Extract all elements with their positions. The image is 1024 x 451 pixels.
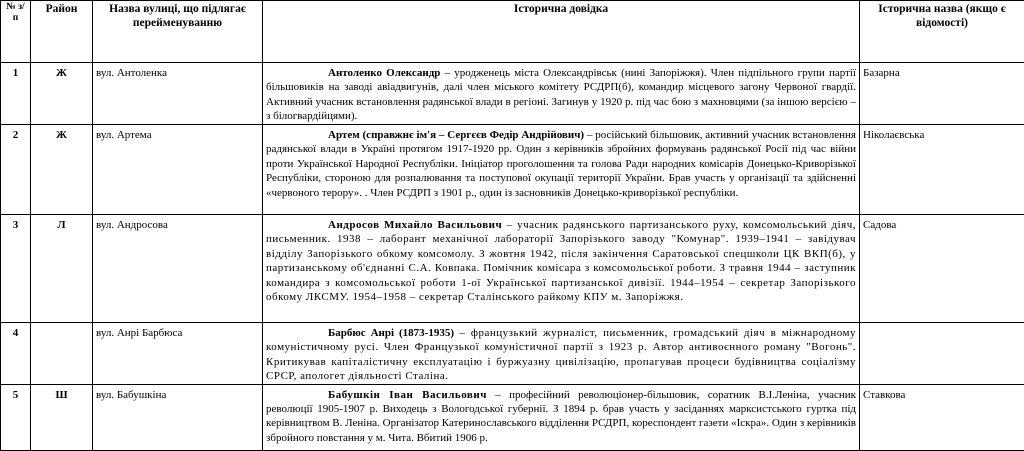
header-note: Історична довідка [263, 1, 860, 63]
row-historical: Базарна [860, 63, 1024, 125]
note-name: Антоленко Олександр [328, 67, 440, 79]
header-historical: Історична назва (якщо є відомості) [860, 1, 1024, 63]
row-district: Ж [31, 63, 93, 125]
row-historical: Садова [860, 215, 1024, 323]
row-street: вул. Артема [93, 125, 263, 215]
note-name: Артем (справжнє ім'я – Сергєєв Федір Андрійович) [328, 129, 584, 141]
row-street: вул. Андросова [93, 215, 263, 323]
table-row [1, 125, 1024, 215]
row-district: Л [31, 215, 93, 323]
row-num: 1 [1, 63, 31, 125]
note-text: – учасник радянського партизанського руху, комсомольський діяч, письменник. 1938 – лаборант механічної лабораторії Запорізького заводу "Комунар". 1939–1941 – завідувач відділу Запорізького обкому комсомолу. З жовтня 1942, після закінчення Саратовської спецшколи ЦК ВКП(б), у партизанському об'єднанні С.А. Ковпака. Помічник комісара з комсомольської роботи. З травня 1944 – заступник командира з комсомольської роботи 1-ої Української партизанської дивізії. 1944–1954 – секретар Запорізького обкому ЛКСМУ. 1954–1958 – секретар Сталінського райкому КПУ м. Запоріжжя. [266, 219, 856, 303]
note-text: – російський більшовик, активний учасник встановлення радянської влади в Україні протягом 1917-1920 рр. Один з керівників збройних формувань радянської Росії під час війни проти Української Народної Республіки. Ініціатор проголошення та голова Ради народних комісарів Донецько-Криворізької Республіки, стороною для розпалювання та поступової окупації території України. Брав участь у організації та здійсненні «червоного терору». . Член РСДРП з 1901 р., один із засновників Донецько-криворізької республіки. [266, 129, 856, 199]
row-street: вул. Анрі Барбюса [93, 323, 263, 385]
note-text: – професійний революціонер-більшовик, соратник В.І.Леніна, учасник революції 1905-1907 р. Виходець з Вологодської губернії. З 1894 р. брав участь у засіданнях марксистського гуртка під керівництвом В. Леніна. Організатор Катеринославського відділення РСДРП, кореспондент газети «Іскра». Один з керівників збройного повстання у м. Чита. Вбитий 1906 р. [266, 389, 856, 444]
header-street: Назва вулиці, що підлягає перейменуванню [93, 1, 263, 63]
row-district: Ш [31, 384, 93, 450]
table-header-row [1, 1, 1024, 63]
row-district: Ж [31, 125, 93, 215]
note-name: Бабушкін Іван Васильович [328, 389, 487, 401]
row-num: 2 [1, 125, 31, 215]
note-text: – уродженець міста Олександрівськ (нині Запоріжжя). Член підпільного групи партії більшовиків на заводі авіадвигунів, далі член міського комітету РСДРП(б), командир місцевого загону Червоної гвардії. Активний учасник встановлення радянської влади в регіоні. Загинув у 1920 р. під час бою з махновцями (за іншою версією – з білогвардійцями). [266, 67, 856, 122]
row-district [31, 323, 93, 385]
row-note [263, 323, 860, 385]
note-name: Барбюс Анрі (1873-1935) [328, 327, 454, 339]
row-num: 5 [1, 384, 31, 450]
header-num: № з/п [1, 1, 31, 63]
row-historical [860, 323, 1024, 385]
note-text: – французький журналіст, письменник, громадський діяч в міжнародному комуністичному русі. Член Французької комуністичної партії з 1923 р. Автор антивоєнного роману "Вогонь". Критикував капіталістичну експлуатацію і буржуазну цивілізацію, пропагував процеси будівництва соціалізму СРСР, апологет діяльності Сталіна. [266, 327, 856, 382]
header-district: Район [31, 1, 93, 63]
row-note [263, 384, 860, 450]
table-row [1, 323, 1024, 385]
table-row [1, 63, 1024, 125]
row-street: вул. Бабушкіна [93, 384, 263, 450]
row-note [263, 63, 860, 125]
note-name: Андросов Михайло Васильович [328, 219, 502, 231]
row-num: 3 [1, 215, 31, 323]
row-historical: Ніколаєвська [860, 125, 1024, 215]
row-note [263, 125, 860, 215]
table-row [1, 215, 1024, 323]
row-num: 4 [1, 323, 31, 385]
row-historical: Ставкова [860, 384, 1024, 450]
row-note [263, 215, 860, 323]
row-street: вул. Антоленка [93, 63, 263, 125]
table-row [1, 384, 1024, 450]
